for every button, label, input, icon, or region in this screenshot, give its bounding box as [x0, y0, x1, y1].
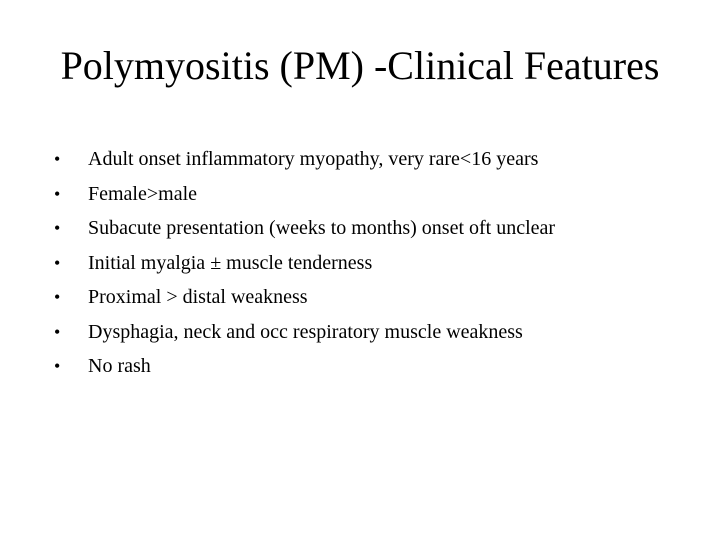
bullet-text: Initial myalgia ± muscle tenderness [88, 251, 373, 274]
bullet-text: No rash [88, 355, 151, 377]
bullet-dot-icon: • [54, 287, 61, 307]
bullet-text: Proximal > distal weakness [88, 286, 308, 308]
bullet-text: Dysphagia, neck and occ respiratory muscle weakness [88, 320, 523, 343]
bullet-item [54, 211, 694, 246]
bullet-dot-icon: • [54, 183, 61, 204]
bullet-text: Subacute presentation (weeks to months) onset oft unclear [88, 217, 556, 239]
bullet-dot-icon: • [54, 321, 61, 342]
bullet-list [54, 142, 694, 384]
bullet-dot-icon: • [54, 356, 61, 376]
bullet-item [54, 280, 694, 315]
bullet-dot-icon: • [54, 149, 61, 169]
bullet-item [54, 142, 694, 177]
bullet-item [54, 246, 694, 281]
bullet-text: Adult onset inflammatory myopathy, very rare<16 years [88, 148, 539, 170]
slide-title: Polymyositis (PM) -Clinical Features [60, 43, 660, 88]
bullet-item [54, 315, 694, 350]
bullet-dot-icon: • [54, 218, 61, 238]
bullet-text: Female>male [88, 182, 198, 205]
bullet-dot-icon: • [54, 252, 61, 273]
bullet-item [54, 177, 694, 212]
bullet-item [54, 349, 694, 384]
